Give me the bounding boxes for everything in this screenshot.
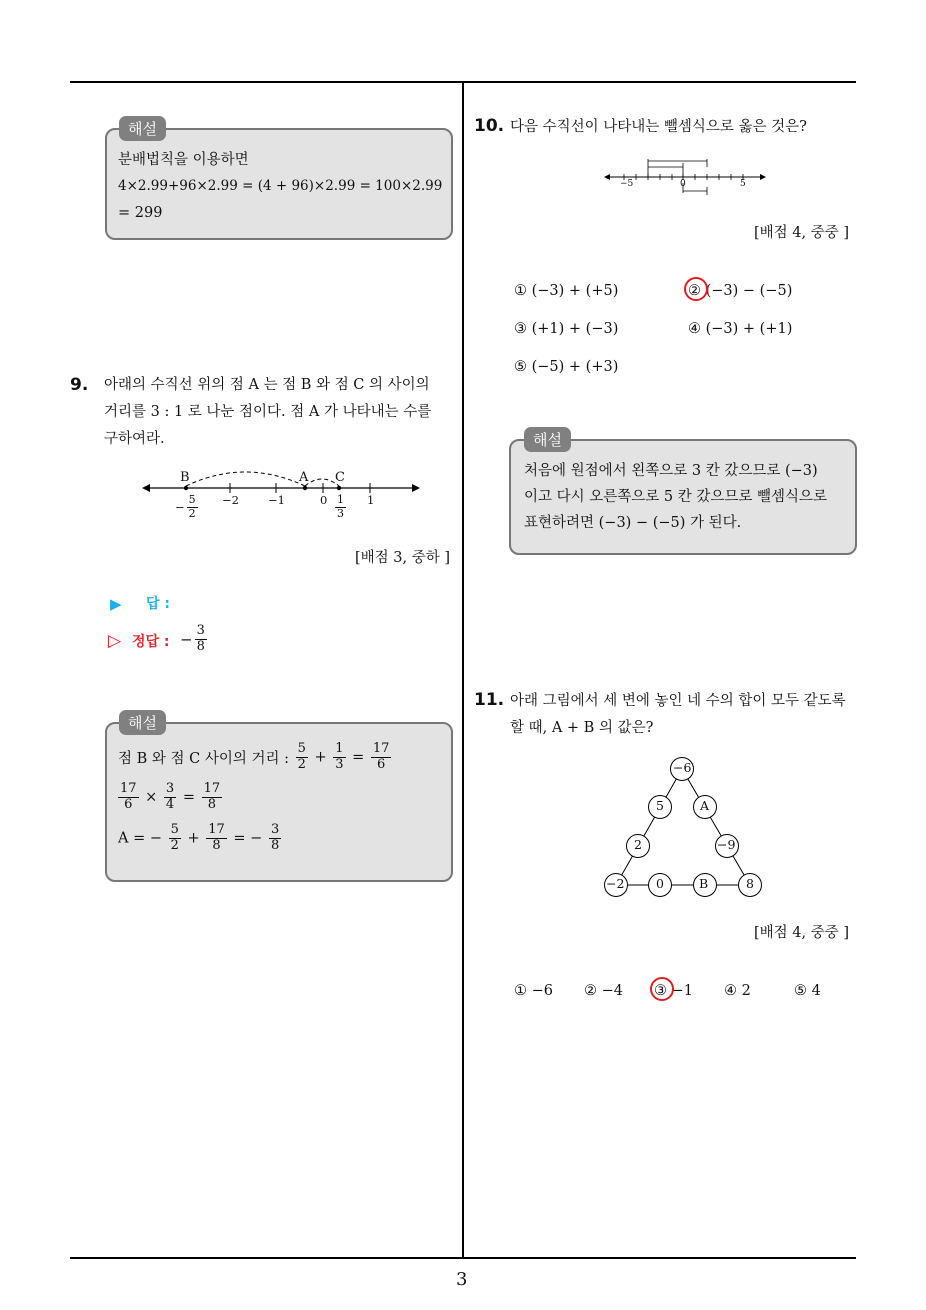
q9-nl-frac-b [175,494,200,520]
node-right-1-label: A [700,798,710,813]
q10-number: 10. [474,116,505,136]
answer-arrow-icon: ▶ [110,595,122,613]
frac-den: 6 [377,756,386,772]
q9-nl-tick-0: 0 [320,493,328,507]
solution-tag: 해설 [524,427,571,452]
box9-line3 [118,823,283,854]
answer-mark-circle [650,977,674,1001]
q11-line2: 할 때, A + B 의 값은? [510,720,654,736]
q11-triangle-diagram [600,755,770,900]
q11-option-3[interactable]: ③ −1 [654,983,693,999]
q10-score: [배점 4, 중중 ] [754,225,850,241]
box10-line2: 이고 다시 오른쪽으로 5 칸 갔으므로 뺄셈식으로 [524,489,828,505]
q9-nl-tick-m2: −2 [222,493,239,507]
q9-score: [배점 3, 중하 ] [355,550,451,566]
q9-nl-frac-c-num: 1 [337,493,344,506]
box9-l1-text: 점 B 와 점 C 사이의 거리 : [118,750,289,767]
box9-line1 [118,742,393,773]
node-bottom-4-label: 8 [746,876,754,891]
frac-num: 17 [203,781,221,796]
column-divider [462,82,464,1259]
q9-nl-tick-1: 1 [367,493,375,507]
box10-line1: 처음에 원점에서 왼쪽으로 3 칸 갔으므로 (−3) [524,463,818,479]
plus-sign: + [314,749,327,766]
q10-option-2[interactable]: ② (−3) − (−5) [688,283,793,299]
q9-nl-label-b: B [180,470,190,485]
frac-den: 8 [207,796,216,812]
q10-option-1[interactable]: ① (−3) + (+5) [514,283,619,299]
equals-sign: = [352,749,365,766]
q10-nl-tick-5: 5 [740,179,746,189]
q10-text: 다음 수직선이 나타내는 뺄셈식으로 옳은 것은? [510,119,807,135]
box10-line3: 표현하려면 (−3) − (−5) 가 된다. [524,515,742,531]
node-left-2-label: 2 [634,837,642,852]
frac-num: 5 [170,822,179,837]
correct-sign: − [180,630,193,649]
correct-arrow-icon: ▷ [108,631,122,651]
frac-num: 17 [120,781,137,796]
page-number: 3 [456,1269,468,1290]
q9-nl-frac-b-den: 2 [188,506,196,520]
times-sign: × [145,789,158,806]
q10-number-line [603,155,768,197]
q11-score: [배점 4, 중중 ] [754,925,850,941]
q9-nl-frac-c [333,494,348,520]
frac-num: 5 [297,741,306,756]
frac-num: 3 [165,781,175,796]
correct-label: 정답 : [132,634,170,650]
frac-den: 4 [165,796,175,812]
q11-number: 11. [474,690,505,710]
q9-line3: 구하여라. [104,431,165,447]
answer-mark-circle [684,277,708,301]
frac-num: 17 [372,741,390,756]
frac-den: 2 [297,756,306,772]
frac-den: 3 [335,756,344,772]
solution-tag: 해설 [119,116,166,141]
frac-num: 3 [270,822,280,837]
answer-label: 답 : [146,596,170,612]
box8-line1: 분배법칙을 이용하면 [118,152,249,168]
q10-nl-tick-m5: −5 [620,179,634,189]
correct-answer [180,624,209,655]
q9-line1: 아래의 수직선 위의 점 A 는 점 B 와 점 C 의 사이의 [104,377,430,393]
box9-line2 [116,782,224,813]
q9-nl-label-a: A [299,470,309,485]
node-left-1-label: 5 [656,798,664,813]
q11-option-1[interactable]: ① −6 [514,983,553,999]
q9-number: 9. [70,375,89,395]
equals-sign: = [182,789,195,806]
node-right-2-label: −9 [717,837,736,852]
q11-option-4[interactable]: ④ 2 [724,983,751,999]
frac-num: 17 [208,822,225,837]
q10-option-5[interactable]: ⑤ (−5) + (+3) [514,359,619,375]
q9-line2: 거리를 3 : 1 로 나눈 점이다. 점 A 가 나타내는 수를 [104,404,432,420]
correct-den: 8 [196,638,205,654]
box8-line2: 4×2.99+96×2.99 = (4 + 96)×2.99 = 100×2.99 [118,178,443,194]
solution-tag: 해설 [119,710,166,735]
q10-option-4[interactable]: ④ (−3) + (+1) [688,321,793,337]
frac-den: 2 [170,837,179,853]
bottom-rule [70,1257,856,1259]
node-bottom-1-label: −2 [606,876,625,891]
q9-nl-label-c: C [335,470,345,485]
frac-den: 8 [212,837,221,853]
q9-nl-tick-m1: −1 [268,493,285,507]
q9-nl-frac-b-num: 5 [188,493,196,506]
q9-nl-frac-b-sign: − [175,500,185,515]
node-top-label: −6 [673,760,692,775]
q10-option-3[interactable]: ③ (+1) + (−3) [514,321,619,337]
plus-sign: + [187,830,200,847]
frac-den: 6 [124,796,133,812]
frac-den: 8 [270,837,280,853]
q10-nl-tick-0: 0 [680,179,686,189]
node-bottom-2-label: 0 [656,876,664,891]
a-equals: A = − [118,830,162,847]
equals-sign: = − [233,830,263,847]
q9-nl-frac-c-den: 3 [337,506,344,520]
box8-line3: = 299 [118,205,163,221]
correct-num: 3 [196,623,205,638]
frac-num: 1 [335,741,344,756]
q11-option-5[interactable]: ⑤ 4 [794,983,821,999]
q11-option-2[interactable]: ② −4 [584,983,623,999]
q11-line1: 아래 그림에서 세 변에 놓인 네 수의 합이 모두 같도록 [510,693,846,709]
node-bottom-3-label: B [699,876,709,891]
